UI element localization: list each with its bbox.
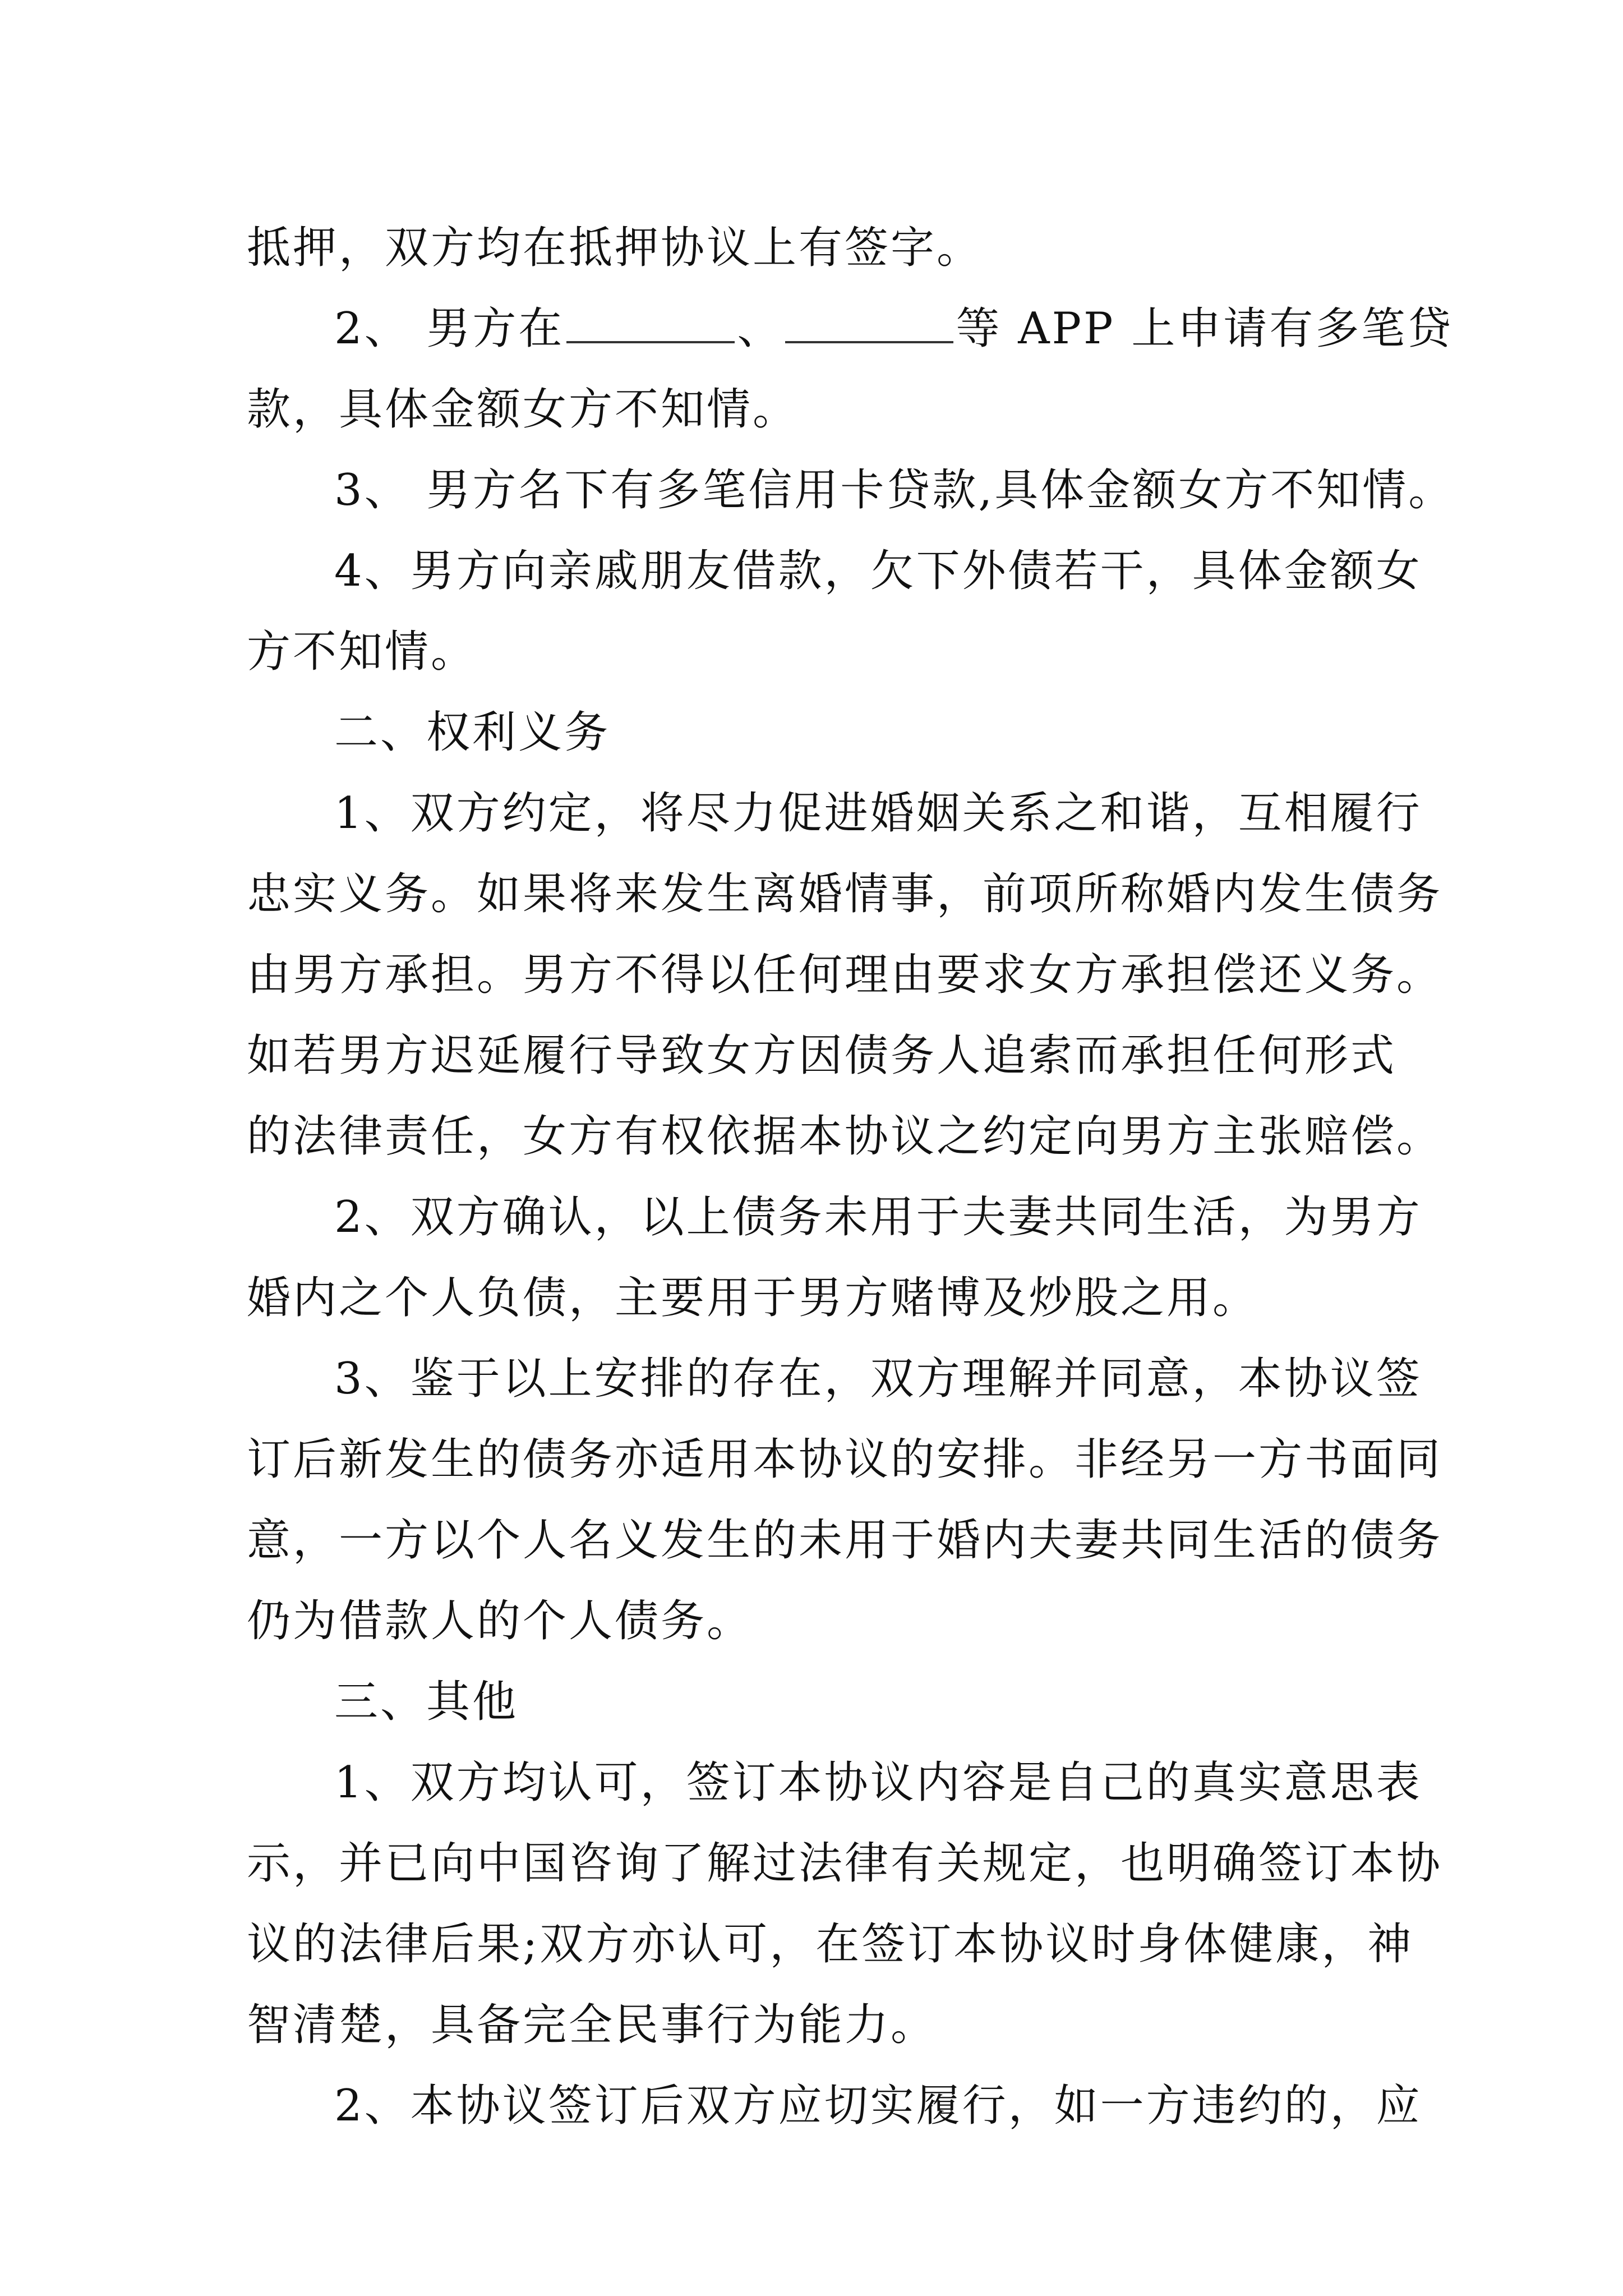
paragraph-line: 3、 男方名下有多笔信用卡贷款,具体金额女方不知情。 — [334, 465, 1455, 516]
paragraph-line: 示，并已向中国咨询了解过法律有关规定，也明确签订本协 — [247, 1838, 1443, 1889]
paragraph-line: 2、本协议签订后双方应切实履行，如一方违约的，应 — [334, 2081, 1422, 2131]
fill-blank-2 — [783, 288, 956, 369]
paragraph-line: 议的法律后果;双方亦认可，在签订本协议时身体健康，神 — [247, 1919, 1414, 1970]
line-prefix: 2、 男方在 — [334, 303, 565, 354]
fill-blank-1 — [564, 288, 737, 369]
section-heading: 二、权利义务 — [334, 707, 611, 758]
document-body — [247, 208, 1455, 2146]
paragraph-line: 抵押，双方均在抵押协议上有签字。 — [247, 223, 983, 273]
paragraph-line: 智清楚，具备完全民事行为能力。 — [247, 2000, 937, 2050]
paragraph-line: 1、双方约定，将尽力促进婚姻关系之和谐，互相履行 — [334, 788, 1422, 839]
paragraph-line: 方不知情。 — [247, 627, 477, 677]
paragraph-line: 订后新发生的债务亦适用本协议的安排。非经另一方书面同 — [247, 1434, 1443, 1485]
paragraph-line: 由男方承担。男方不得以任何理由要求女方承担偿还义务。 — [247, 950, 1443, 1000]
paragraph-line: 意，一方以个人名义发生的未用于婚内夫妻共同生活的债务 — [247, 1515, 1443, 1566]
paragraph-line: 婚内之个人负债，主要用于男方赌博及炒股之用。 — [247, 1273, 1259, 1323]
paragraph-line-with-blanks — [247, 288, 1454, 369]
line-separator: 、 — [737, 303, 783, 354]
paragraph-line: 1、双方均认可，签订本协议内容是自己的真实意思表 — [334, 1757, 1422, 1808]
paragraph-line: 2、双方确认，以上债务未用于夫妻共同生活，为男方 — [334, 1192, 1422, 1243]
line-suffix: 等 APP 上申请有多笔贷 — [956, 303, 1454, 354]
paragraph-line: 忠实义务。如果将来发生离婚情事，前项所称婚内发生债务 — [247, 869, 1443, 919]
paragraph-line: 仍为借款人的个人债务。 — [247, 1596, 753, 1646]
paragraph-line: 款，具体金额女方不知情。 — [247, 384, 799, 435]
paragraph-line: 如若男方迟延履行导致女方因债务人追索而承担任何形式 — [247, 1030, 1397, 1081]
paragraph-line: 的法律责任，女方有权依据本协议之约定向男方主张赔偿。 — [247, 1111, 1443, 1162]
section-heading: 三、其他 — [334, 1677, 519, 1727]
paragraph-line: 3、鉴于以上安排的存在，双方理解并同意，本协议签 — [334, 1354, 1422, 1404]
paragraph-line: 4、男方向亲戚朋友借款，欠下外债若干，具体金额女 — [334, 546, 1422, 596]
